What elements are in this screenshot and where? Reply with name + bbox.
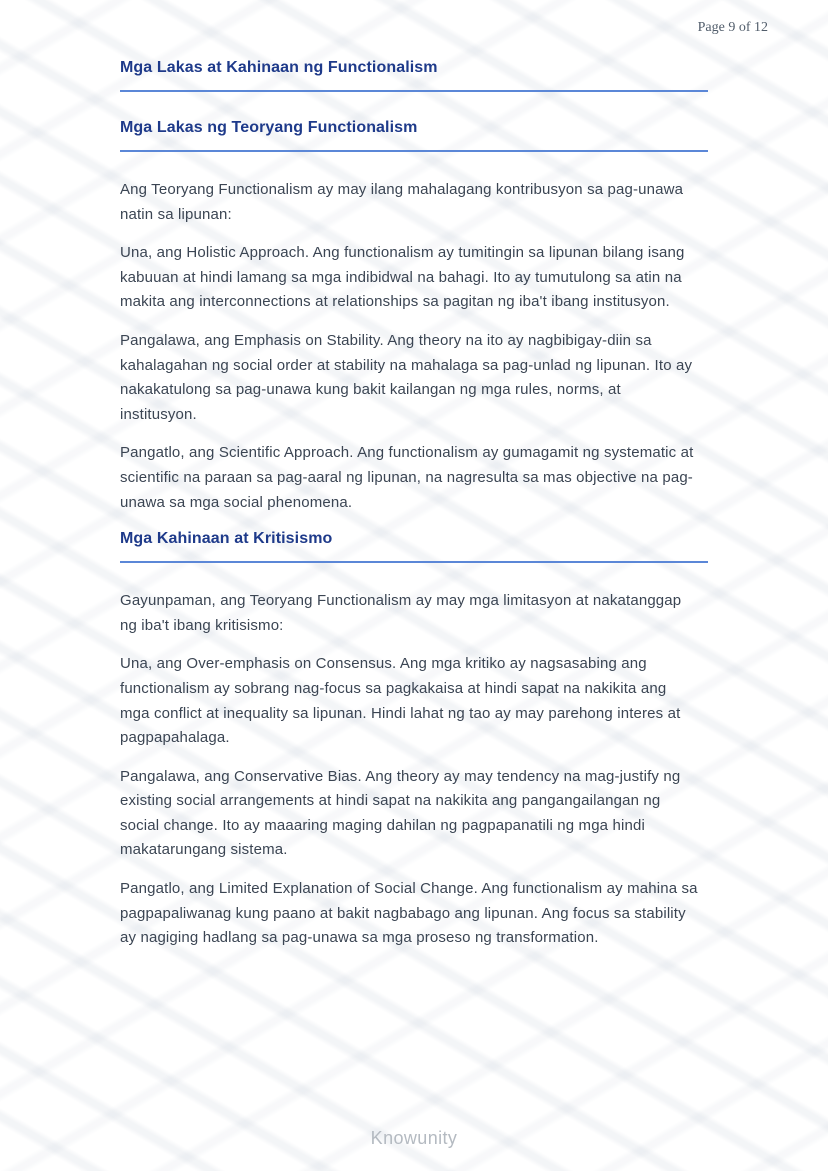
paragraph-strengths-intro: Ang Teoryang Functionalism ay may ilang mahalagang kontribusyon sa pag-unawa natin sa lipunan: [120, 181, 684, 223]
heading-main: Mga Lakas at Kahinaan ng Functionalism [120, 58, 708, 92]
heading-strengths: Mga Lakas ng Teoryang Functionalism [120, 118, 708, 152]
paragraph-strengths-scientific-approach: Pangatlo, ang Scientific Approach. Ang functionalism ay gumagamit ng systematic at scientific na paraan sa pag-aaral ng lipunan, na nagresulta sa mas objective na pag-unawa sa mga social phenomena. [120, 444, 694, 511]
heading-weaknesses: Mga Kahinaan at Kritisismo [120, 529, 708, 563]
paragraph-weaknesses-limited-explanation: Pangatlo, ang Limited Explanation of Social Change. Ang functionalism ay mahina sa pagpapaliwanag kung paano at bakit nagbabago ang lipunan. Ang focus sa stability ay nagiging hadlang sa pag-unawa sa mga proseso ng transformation. [120, 880, 698, 947]
document-content [120, 0, 708, 965]
page-number: Page 9 of 12 [697, 20, 768, 35]
paragraph-weaknesses-conservative-bias: Pangalawa, ang Conservative Bias. Ang theory ay may tendency na mag-justify ng existing social arrangements at hindi sapat na nakikita ang pangangailangan ng social change. Ito ay maaaring maging dahilan ng pagpapanatili ng mga hindi makatarungang sistema. [120, 767, 681, 859]
paragraph-weaknesses-over-emphasis-consensus: Una, ang Over-emphasis on Consensus. Ang mga kritiko ay nagsasabing ang functionalism ay sobrang nag-focus sa pagkakaisa at hindi sapat na nakikita ang mga conflict at inequality sa lipunan. Hindi lahat ng tao ay may parehong interes at pagpapahalaga. [120, 655, 681, 747]
paragraph-weaknesses-intro: Gayunpaman, ang Teoryang Functionalism ay may mga limitasyon at nakatanggap ng iba't ibang kritisismo: [120, 592, 682, 634]
page-footer [0, 1128, 828, 1149]
paragraph-strengths-holistic-approach: Una, ang Holistic Approach. Ang functionalism ay tumitingin sa lipunan bilang isang kabuuan at hindi lamang sa mga indibidwal na bahagi. Ito ay tumutulong sa atin na makita ang interconnections at relationships sa pagitan ng iba't ibang institusyon. [120, 244, 685, 311]
paragraph-strengths-emphasis-on-stability: Pangalawa, ang Emphasis on Stability. Ang theory na ito ay nagbibigay-diin sa kahalagahan ng social order at stability na mahalaga sa pag-unlad ng lipunan. Ito ay nakakatulong sa pag-unawa kung bakit kailangan ng mga rules, norms, at institusyon. [120, 331, 693, 423]
brand-watermark: Knowunity [370, 1128, 458, 1148]
